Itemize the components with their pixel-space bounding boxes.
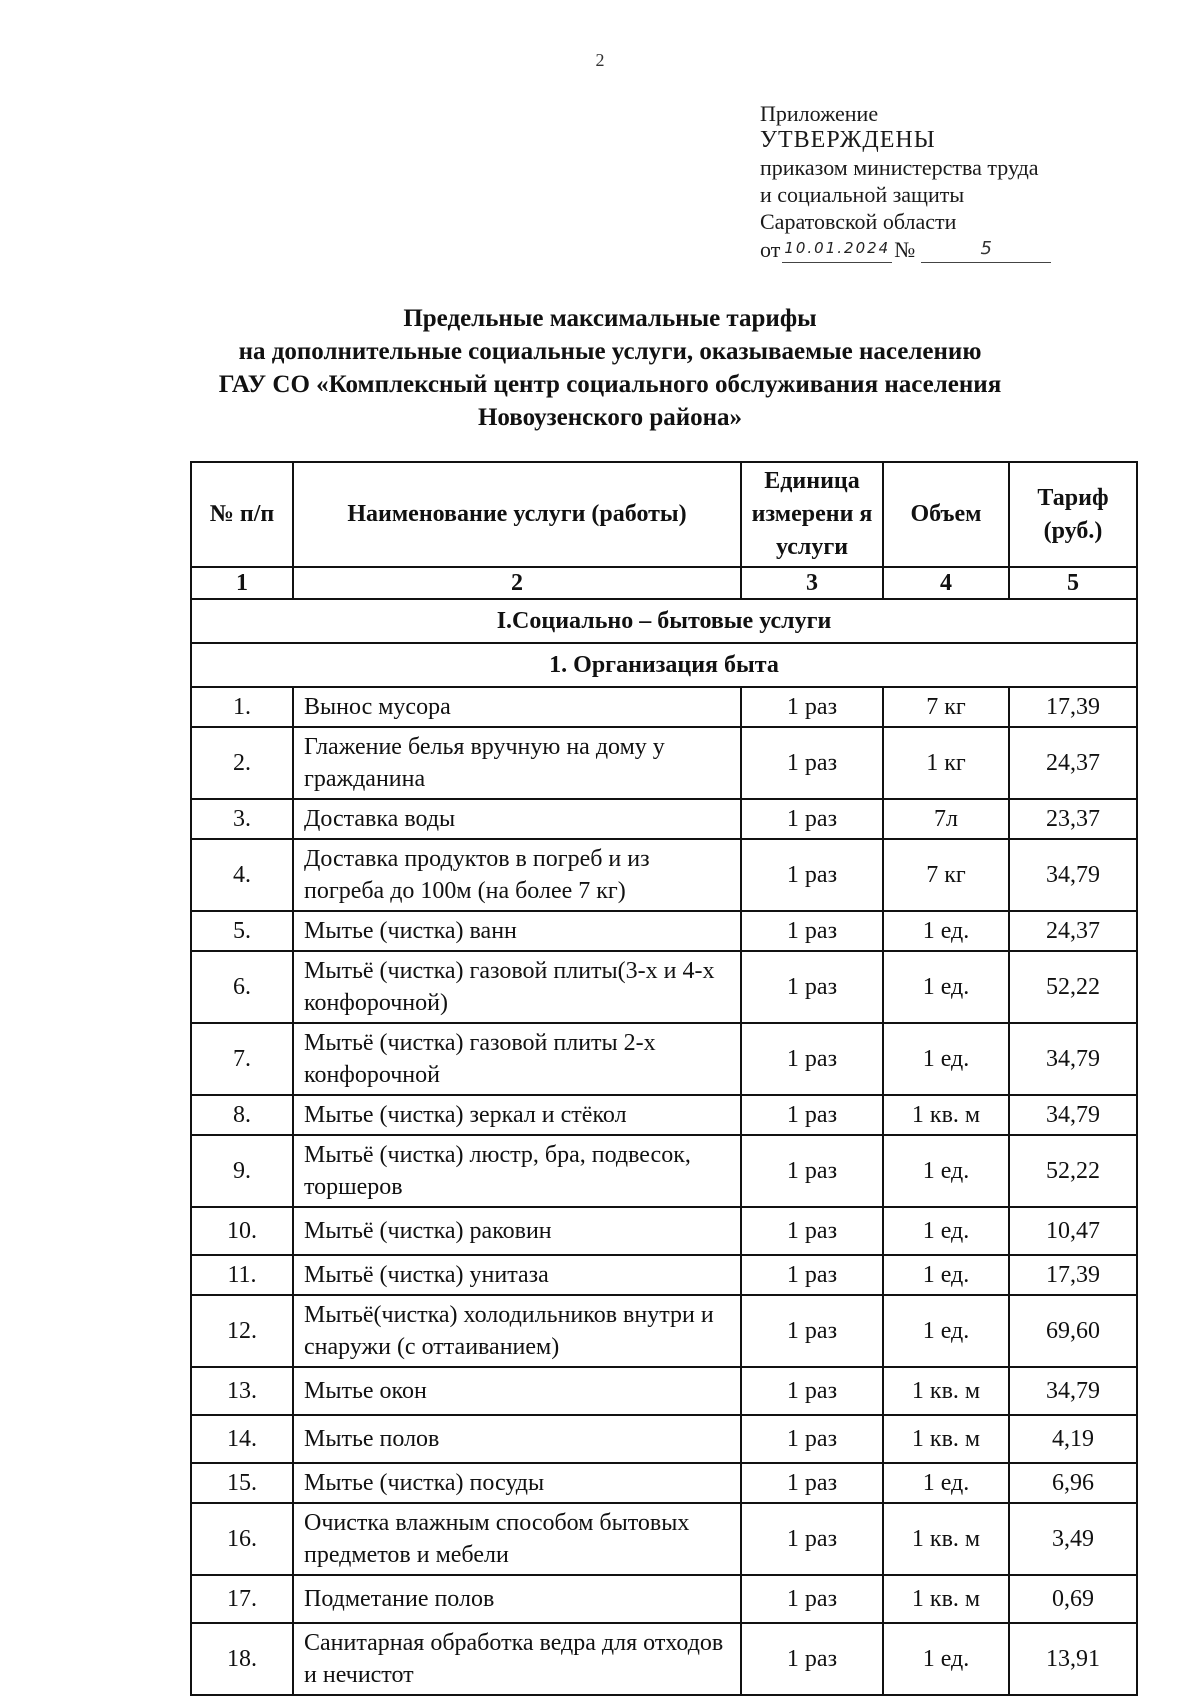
- row-tariff: 10,47: [1009, 1207, 1137, 1255]
- column-number: 2: [293, 567, 741, 599]
- row-tariff: 34,79: [1009, 1367, 1137, 1415]
- row-num: 18.: [191, 1623, 293, 1695]
- row-tariff: 23,37: [1009, 799, 1137, 839]
- row-tariff: 52,22: [1009, 1135, 1137, 1207]
- column-number: 5: [1009, 567, 1137, 599]
- row-unit: 1 раз: [741, 1415, 883, 1463]
- document-title: [110, 302, 1110, 434]
- approval-region-line: Саратовской области: [760, 209, 957, 234]
- row-volume: 1 ед.: [883, 951, 1009, 1023]
- table-row: [191, 1623, 1137, 1695]
- row-service-name: Доставка продуктов в погреб и из погреба до 100м (на более 7 кг): [293, 839, 741, 911]
- row-tariff: 3,49: [1009, 1503, 1137, 1575]
- row-tariff: 24,37: [1009, 727, 1137, 799]
- table-row: [191, 911, 1137, 951]
- column-number: 3: [741, 567, 883, 599]
- row-service-name: Мытье полов: [293, 1415, 741, 1463]
- page-number: 2: [595, 50, 605, 70]
- row-volume: 1 ед.: [883, 1623, 1009, 1695]
- row-num: 15.: [191, 1463, 293, 1503]
- row-num: 6.: [191, 951, 293, 1023]
- row-num: 3.: [191, 799, 293, 839]
- table-row: [191, 727, 1137, 799]
- table-row: [191, 1295, 1137, 1367]
- row-volume: 1 кв. м: [883, 1095, 1009, 1135]
- row-service-name: Мытье окон: [293, 1367, 741, 1415]
- column-number: 1: [191, 567, 293, 599]
- row-service-name: Мытье (чистка) посуды: [293, 1463, 741, 1503]
- table-row: [191, 951, 1137, 1023]
- table-row: [191, 1023, 1137, 1095]
- row-unit: 1 раз: [741, 1095, 883, 1135]
- row-tariff: 17,39: [1009, 687, 1137, 727]
- section-title: I.Социально – бытовые услуги: [191, 599, 1137, 643]
- table-row: [191, 1367, 1137, 1415]
- header-num: № п/п: [191, 462, 293, 567]
- row-num: 16.: [191, 1503, 293, 1575]
- title-line-2: на дополнительные социальные услуги, оказываемые населению: [238, 338, 982, 365]
- row-volume: 7 кг: [883, 687, 1009, 727]
- row-volume: 7 кг: [883, 839, 1009, 911]
- row-volume: 1 ед.: [883, 1135, 1009, 1207]
- row-tariff: 34,79: [1009, 839, 1137, 911]
- approved-label: УТВЕРЖДЕНЫ: [760, 127, 936, 153]
- row-tariff: 24,37: [1009, 911, 1137, 951]
- row-unit: 1 раз: [741, 1295, 883, 1367]
- row-service-name: Подметание полов: [293, 1575, 741, 1623]
- table-row: [191, 1575, 1137, 1623]
- title-line-1: Предельные максимальные тарифы: [403, 305, 817, 332]
- table-row: [191, 799, 1137, 839]
- row-volume: 1 ед.: [883, 1207, 1009, 1255]
- row-unit: 1 раз: [741, 1367, 883, 1415]
- row-num: 17.: [191, 1575, 293, 1623]
- row-volume: 1 ед.: [883, 911, 1009, 951]
- table-row: [191, 1255, 1137, 1295]
- table-row: [191, 1095, 1137, 1135]
- row-num: 5.: [191, 911, 293, 951]
- title-line-3: ГАУ СО «Комплексный центр социального обслуживания населения: [218, 371, 1002, 398]
- row-service-name: Глажение белья вручную на дому у гражданина: [293, 727, 741, 799]
- table-row: [191, 1415, 1137, 1463]
- title-line-4: Новоузенского района»: [477, 404, 743, 431]
- row-service-name: Мытьё(чистка) холодильников внутри и снаружи (с оттаиванием): [293, 1295, 741, 1367]
- row-unit: 1 раз: [741, 1463, 883, 1503]
- row-unit: 1 раз: [741, 1503, 883, 1575]
- header-unit: Единица измерени я услуги: [741, 462, 883, 567]
- row-service-name: Мытьё (чистка) унитаза: [293, 1255, 741, 1295]
- row-unit: 1 раз: [741, 727, 883, 799]
- table-row: [191, 1135, 1137, 1207]
- row-num: 1.: [191, 687, 293, 727]
- row-service-name: Мытьё (чистка) люстр, бра, подвесок, торшеров: [293, 1135, 741, 1207]
- row-num: 9.: [191, 1135, 293, 1207]
- row-service-name: Мытьё (чистка) газовой плиты 2-х конфорочной: [293, 1023, 741, 1095]
- row-service-name: Мытье (чистка) зеркал и стёкол: [293, 1095, 741, 1135]
- row-service-name: Мытьё (чистка) раковин: [293, 1207, 741, 1255]
- appendix-label: Приложение: [760, 101, 879, 126]
- row-volume: 1 ед.: [883, 1295, 1009, 1367]
- row-tariff: 4,19: [1009, 1415, 1137, 1463]
- approval-order-line: приказом министерства труда: [760, 155, 1039, 180]
- row-tariff: 6,96: [1009, 1463, 1137, 1503]
- row-volume: 7л: [883, 799, 1009, 839]
- approval-block: [760, 100, 1140, 263]
- row-num: 14.: [191, 1415, 293, 1463]
- row-volume: 1 кв. м: [883, 1575, 1009, 1623]
- row-volume: 1 кв. м: [883, 1367, 1009, 1415]
- row-tariff: 17,39: [1009, 1255, 1137, 1295]
- row-service-name: Вынос мусора: [293, 687, 741, 727]
- section-row: [191, 599, 1137, 643]
- row-tariff: 69,60: [1009, 1295, 1137, 1367]
- table-row: [191, 687, 1137, 727]
- row-unit: 1 раз: [741, 1207, 883, 1255]
- row-unit: 1 раз: [741, 799, 883, 839]
- row-volume: 1 ед.: [883, 1255, 1009, 1295]
- row-unit: 1 раз: [741, 1623, 883, 1695]
- order-number: 5: [921, 235, 1051, 263]
- row-num: 13.: [191, 1367, 293, 1415]
- row-unit: 1 раз: [741, 1575, 883, 1623]
- row-service-name: Мытье (чистка) ванн: [293, 911, 741, 951]
- row-tariff: 0,69: [1009, 1575, 1137, 1623]
- row-volume: 1 кв. м: [883, 1415, 1009, 1463]
- header-volume: Объем: [883, 462, 1009, 567]
- row-tariff: 34,79: [1009, 1095, 1137, 1135]
- row-unit: 1 раз: [741, 1255, 883, 1295]
- row-volume: 1 кг: [883, 727, 1009, 799]
- header-tariff: Тариф (руб.): [1009, 462, 1137, 567]
- row-tariff: 52,22: [1009, 951, 1137, 1023]
- table-header-row: [191, 462, 1137, 567]
- number-prefix: №: [894, 237, 916, 262]
- row-volume: 1 ед.: [883, 1023, 1009, 1095]
- row-num: 8.: [191, 1095, 293, 1135]
- row-unit: 1 раз: [741, 1135, 883, 1207]
- row-num: 10.: [191, 1207, 293, 1255]
- subsection-row: [191, 643, 1137, 687]
- row-unit: 1 раз: [741, 1023, 883, 1095]
- row-service-name: Мытьё (чистка) газовой плиты(3-х и 4-х конфорочной): [293, 951, 741, 1023]
- column-number-row: [191, 567, 1137, 599]
- table-row: [191, 1463, 1137, 1503]
- row-unit: 1 раз: [741, 839, 883, 911]
- row-num: 7.: [191, 1023, 293, 1095]
- row-num: 11.: [191, 1255, 293, 1295]
- date-prefix: от: [760, 237, 781, 262]
- row-service-name: Санитарная обработка ведра для отходов и нечистот: [293, 1623, 741, 1695]
- table-row: [191, 1503, 1137, 1575]
- row-num: 12.: [191, 1295, 293, 1367]
- table-row: [191, 1207, 1137, 1255]
- approval-ministry-line: и социальной защиты: [760, 182, 965, 207]
- order-date-number: [760, 235, 1140, 263]
- row-tariff: 13,91: [1009, 1623, 1137, 1695]
- row-service-name: Очистка влажным способом бытовых предметов и мебели: [293, 1503, 741, 1575]
- row-num: 4.: [191, 839, 293, 911]
- row-volume: 1 ед.: [883, 1463, 1009, 1503]
- column-number: 4: [883, 567, 1009, 599]
- table-row: [191, 839, 1137, 911]
- order-date: 10.01.2024: [782, 235, 892, 263]
- row-service-name: Доставка воды: [293, 799, 741, 839]
- row-unit: 1 раз: [741, 687, 883, 727]
- row-num: 2.: [191, 727, 293, 799]
- row-unit: 1 раз: [741, 911, 883, 951]
- row-tariff: 34,79: [1009, 1023, 1137, 1095]
- tariff-table: [190, 461, 1138, 1696]
- subsection-title: 1. Организация быта: [191, 643, 1137, 687]
- row-unit: 1 раз: [741, 951, 883, 1023]
- header-name: Наименование услуги (работы): [293, 462, 741, 567]
- row-volume: 1 кв. м: [883, 1503, 1009, 1575]
